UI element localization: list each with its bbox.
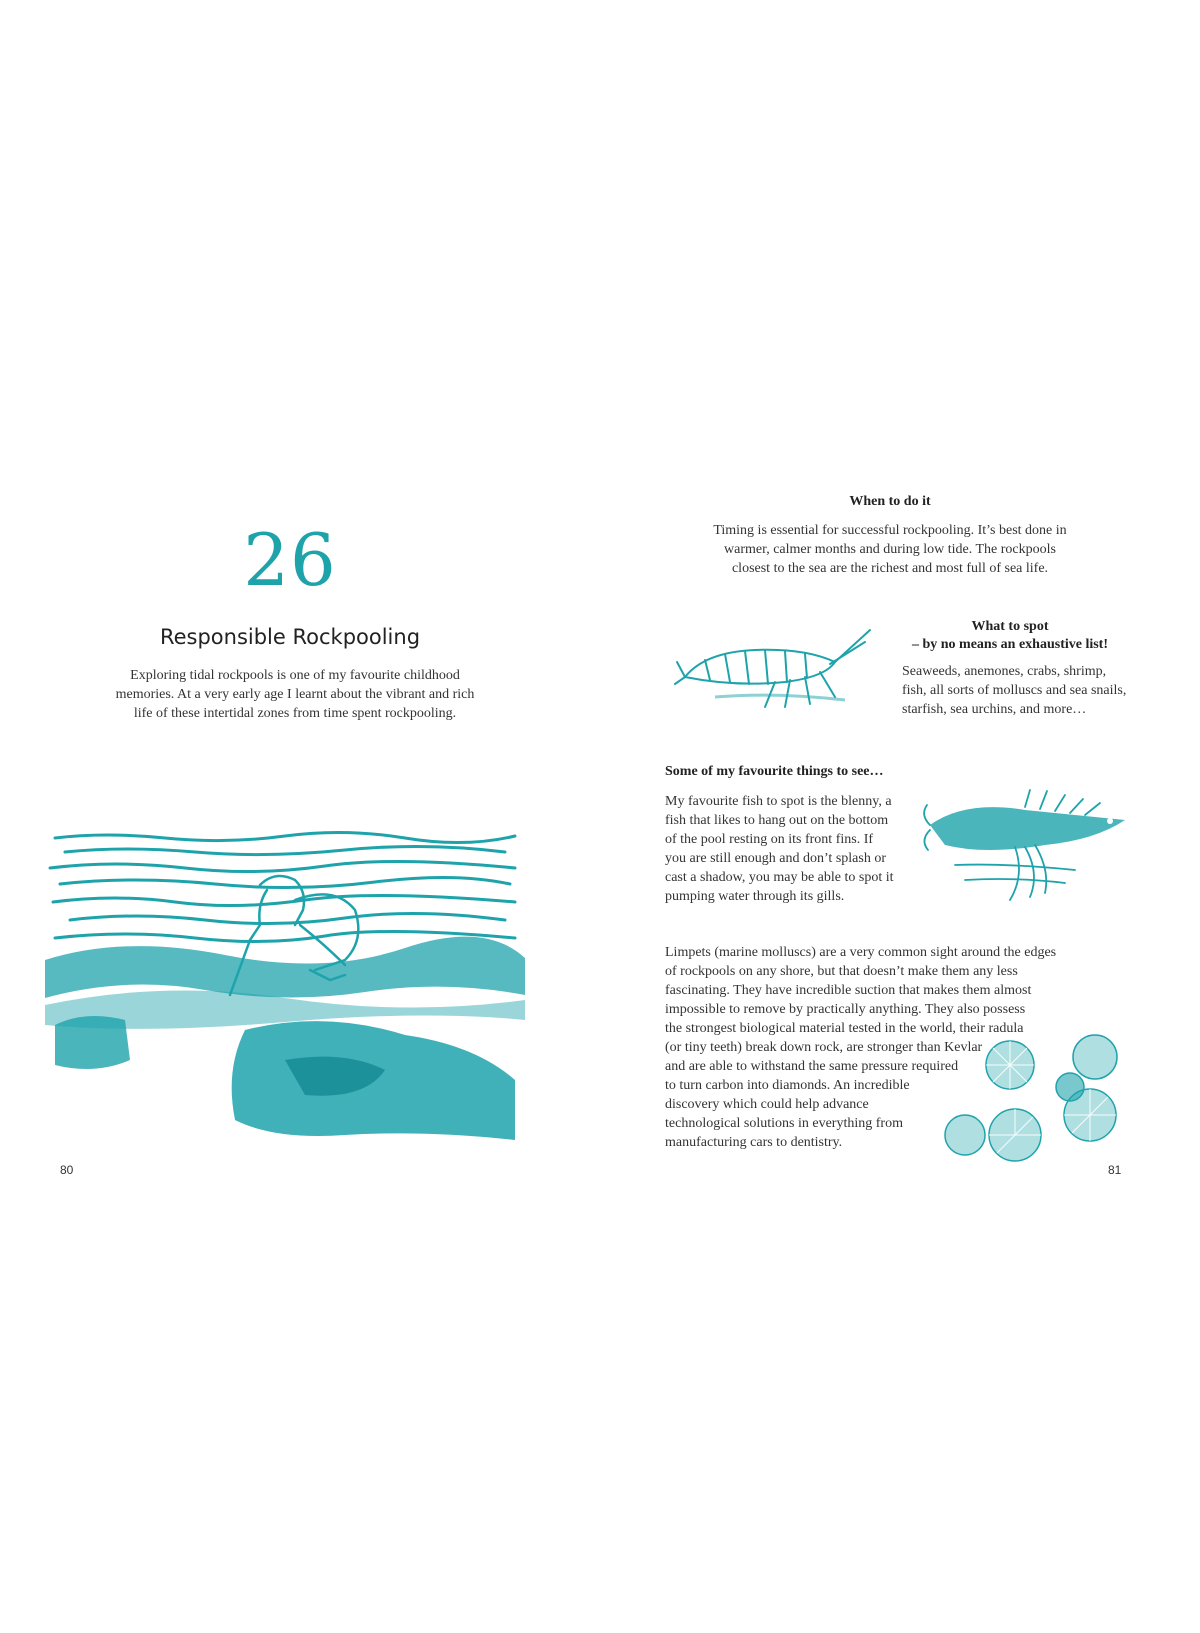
fav-line: of the pool resting on its front fins. If xyxy=(665,832,874,847)
limpet-line: manufacturing cars to dentistry. xyxy=(665,1135,843,1150)
limpet-line: technological solutions in everything from xyxy=(665,1116,903,1131)
chapter-title: Responsible Rockpooling xyxy=(159,625,421,649)
limpet-line: fascinating. They have incredible suction that makes them almost xyxy=(665,983,1032,998)
when-paragraph xyxy=(700,521,1080,578)
favourites-paragraph xyxy=(665,792,900,906)
chapter-number: 26 xyxy=(243,518,337,602)
spot-subheading: – by no means an exhaustive list! xyxy=(911,637,1109,652)
limpet-line: Limpets (marine molluscs) are a very common sight around the edges xyxy=(665,945,1057,960)
fav-line: you are still enough and don’t splash or xyxy=(665,851,886,866)
shrimp-illustration xyxy=(675,622,875,712)
limpet-line: the strongest biological material tested in the world, their radula xyxy=(665,1021,1024,1036)
when-line: Timing is essential for successful rockpooling. It’s best done in xyxy=(713,523,1067,538)
spot-line: starfish, sea urchins, and more… xyxy=(902,702,1087,717)
when-line: closest to the sea are the richest and most full of sea life. xyxy=(731,561,1049,576)
limpet-line: impossible to remove by practically anything. They also possess xyxy=(665,1002,1026,1017)
spot-line: Seaweeds, anemones, crabs, shrimp, xyxy=(902,664,1107,679)
favourites-heading: Some of my favourite things to see… xyxy=(665,764,884,779)
spot-heading: What to spot xyxy=(971,619,1049,634)
fav-line: fish that likes to hang out on the bottom xyxy=(665,813,889,828)
intro-line: life of these intertidal zones from time spent rockpooling. xyxy=(133,706,457,721)
limpet-line: (or tiny teeth) break down rock, are stronger than Kevlar xyxy=(665,1040,983,1055)
limpet-line: to turn carbon into diamonds. An incredible xyxy=(665,1078,910,1093)
fav-line: pumping water through its gills. xyxy=(665,889,845,904)
fav-line: cast a shadow, you may be able to spot it xyxy=(665,870,894,885)
intro-line: Exploring tidal rockpools is one of my favourite childhood xyxy=(130,668,460,683)
limpets-illustration xyxy=(945,1035,1175,1165)
spot-line: fish, all sorts of molluscs and sea snails, xyxy=(902,683,1127,698)
spot-paragraph xyxy=(902,662,1132,719)
when-heading: When to do it xyxy=(849,494,931,509)
page-number-right: 81 xyxy=(1108,1163,1122,1177)
limpet-line: of rockpools on any shore, but that doesn’t make them any less xyxy=(665,964,1018,979)
fav-line: My favourite fish to spot is the blenny, a xyxy=(665,794,892,809)
blenny-fish-illustration xyxy=(925,785,1145,905)
intro-line: memories. At a very early age I learnt about the vibrant and rich xyxy=(115,687,475,702)
page-number-left: 80 xyxy=(60,1163,74,1177)
intro-paragraph xyxy=(110,666,480,723)
when-line: warmer, calmer months and during low tide. The rockpools xyxy=(724,542,1056,557)
rockpool-illustration xyxy=(45,830,525,1150)
limpet-line: and are able to withstand the same pressure required xyxy=(665,1059,959,1074)
limpet-line: discovery which could help advance xyxy=(665,1097,869,1112)
